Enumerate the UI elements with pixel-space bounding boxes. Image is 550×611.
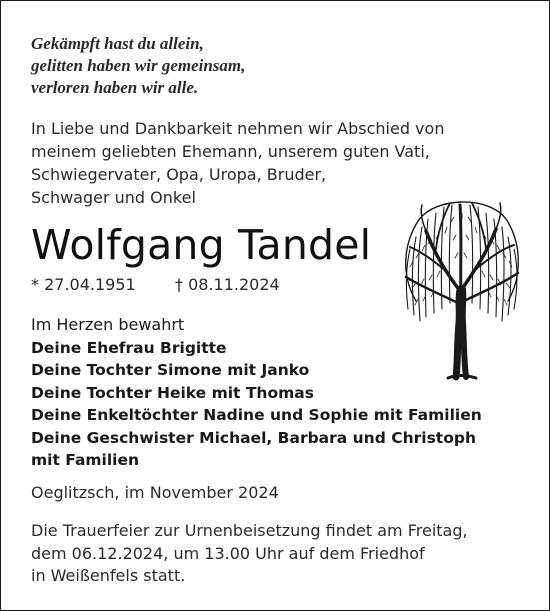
service-line: Die Trauerfeier zur Urnenbeisetzung findet am Freitag,	[31, 521, 468, 540]
place-and-date: Oeglitzsch, im November 2024	[31, 483, 279, 502]
service-line: in Weißenfels statt.	[31, 566, 186, 585]
mourner-line: Deine Tochter Heike mit Thomas	[31, 383, 314, 402]
poem-line: verloren haben wir alle.	[31, 78, 199, 97]
intro-line: Schwiegervater, Opa, Uropa, Bruder,	[31, 165, 327, 184]
mourner-line: mit Familien	[31, 451, 140, 469]
mourner-line: Deine Tochter Simone mit Janko	[31, 361, 310, 379]
poem-line: gelitten haben wir gemeinsam,	[31, 56, 246, 75]
weeping-willow-tree-icon	[396, 191, 526, 381]
death-date: † 08.11.2024	[175, 275, 280, 294]
mourners-lead: Im Herzen bewahrt	[31, 315, 185, 334]
mourner-line: Deine Geschwister Michael, Barbara und Christoph	[31, 428, 476, 447]
intro-line: In Liebe und Dankbarkeit nehmen wir Abschied von	[31, 119, 445, 138]
intro-line: meinem geliebten Ehemann, unserem guten Vati,	[31, 142, 430, 161]
deceased-name: Wolfgang Tandel	[31, 221, 372, 269]
birth-date: * 27.04.1951	[31, 275, 136, 294]
mourner-line: Deine Enkeltöchter Nadine und Sophie mit Familien	[31, 406, 482, 424]
life-dates	[31, 274, 280, 296]
mourner-line: Deine Ehefrau Brigitte	[31, 338, 227, 357]
service-line: dem 06.12.2024, um 13.00 Uhr auf dem Friedhof	[31, 543, 425, 563]
funeral-service-info	[31, 520, 468, 588]
poem-line: Gekämpft hast du allein,	[31, 34, 204, 53]
intro-text	[31, 117, 444, 209]
intro-line: Schwager und Onkel	[31, 188, 196, 207]
poem-verse	[31, 33, 245, 99]
